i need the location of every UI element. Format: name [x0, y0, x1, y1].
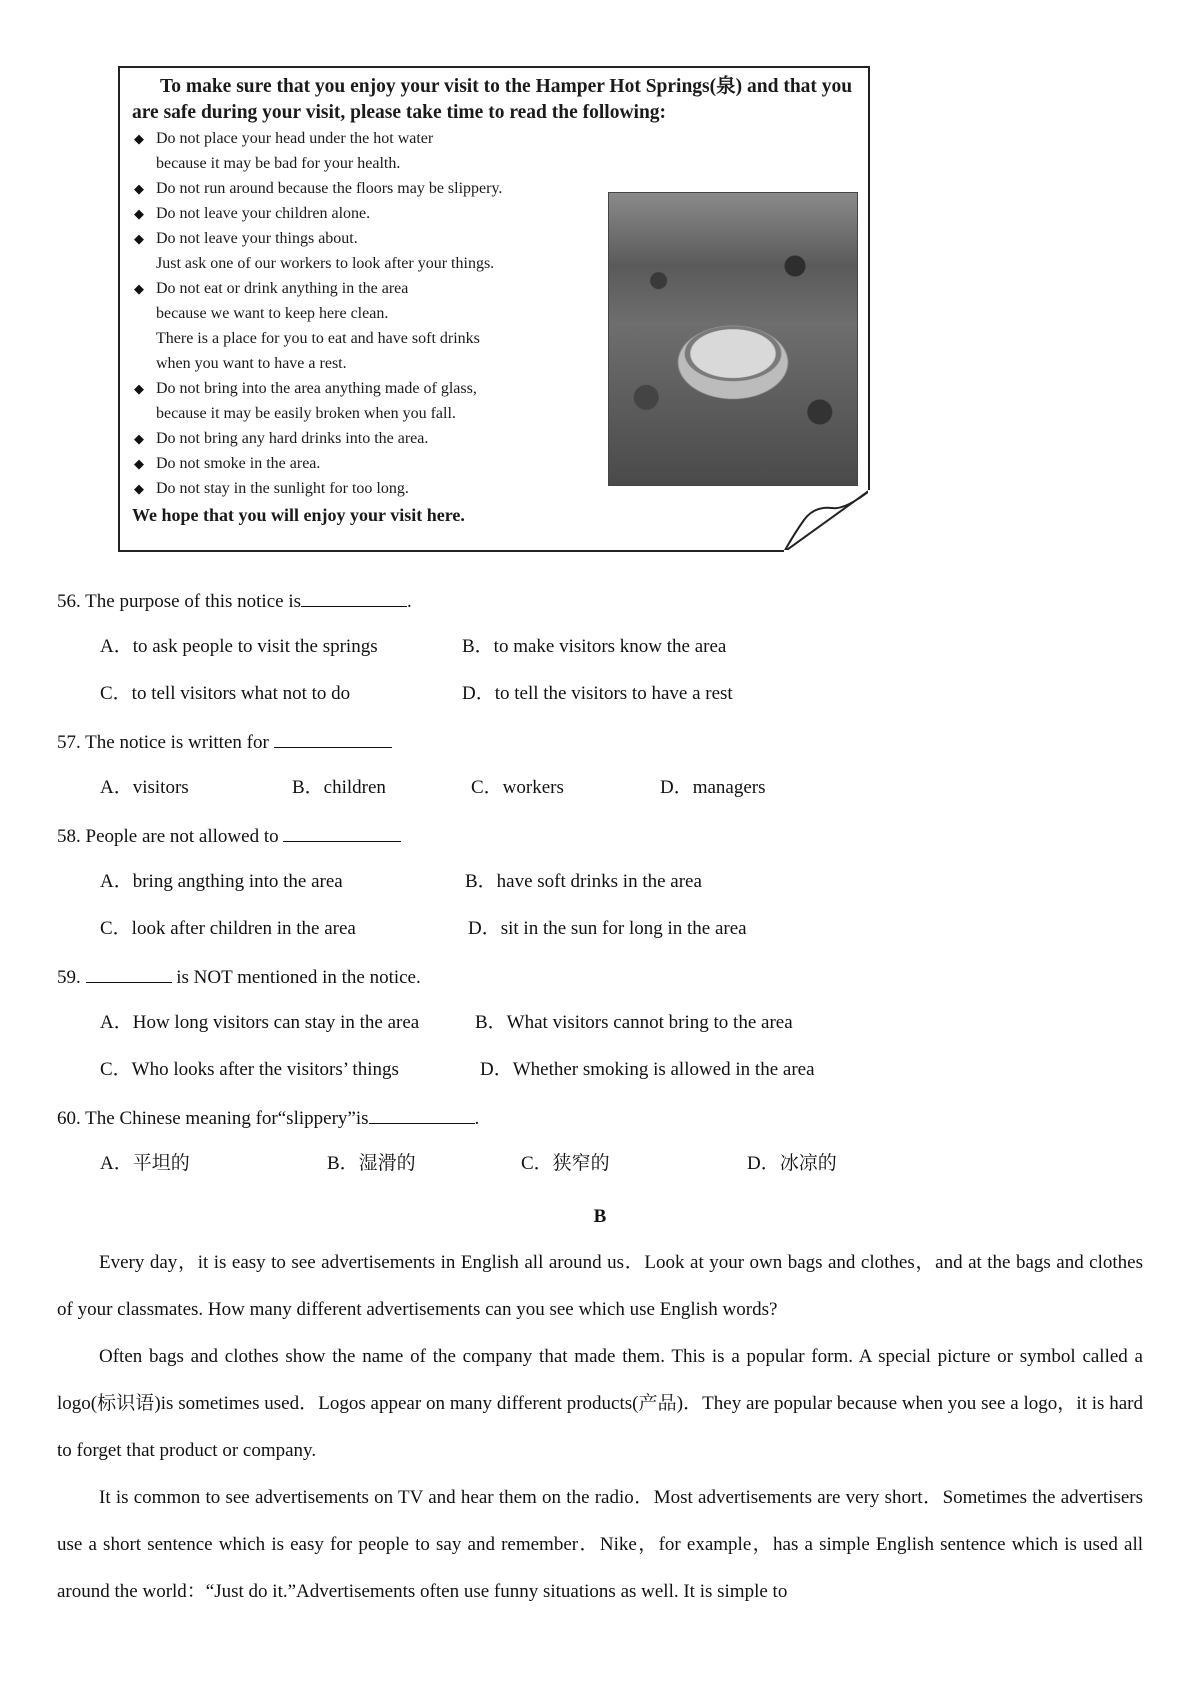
option-57b: B．children: [292, 777, 386, 798]
notice-rule: [132, 476, 596, 501]
notice-rule: [132, 426, 596, 451]
diamond-bullet-icon: ◆: [134, 231, 144, 246]
question-58: [57, 823, 401, 849]
notice-rule: [132, 201, 596, 226]
answer-blank: [274, 729, 392, 748]
notice-rule-text: Do not stay in the sunlight for too long.: [156, 480, 409, 497]
option-57c: C．workers: [471, 777, 564, 798]
option-60b: B．湿滑的: [327, 1153, 416, 1174]
option-56c: C．to tell visitors what not to do: [100, 683, 351, 704]
answer-blank: [301, 588, 407, 607]
diamond-bullet-icon: ◆: [134, 206, 144, 221]
answer-blank: [369, 1105, 475, 1124]
option-60a: A．平坦的: [100, 1153, 190, 1174]
option-57a: A．visitors: [100, 777, 189, 798]
paragraph-1: Every day，it is easy to see advertisements in English all around us．Look at your own bags and clothes，and at the bags and clothes of your classmates. How many different advertisements can you see which use English words?: [57, 1252, 1143, 1320]
option-56d: D．to tell the visitors to have a rest: [462, 683, 733, 704]
question-stem: The Chinese meaning for“slippery”is: [85, 1108, 369, 1129]
answer-blank: [86, 964, 172, 983]
notice-rule: [132, 376, 596, 426]
notice-box: [118, 66, 870, 552]
question-56: 56. The purpose of this notice is .: [57, 588, 412, 614]
answer-blank: [283, 823, 401, 842]
diamond-bullet-icon: ◆: [134, 281, 144, 296]
question-60: 60. The Chinese meaning for“slippery”is .: [57, 1105, 479, 1131]
option-59c: C．Who looks after the visitors’ things: [100, 1059, 399, 1080]
notice-rule-text: Do not run around because the floors may be slippery.: [156, 180, 503, 197]
question-57: [57, 729, 392, 755]
diamond-bullet-icon: ◆: [134, 481, 144, 496]
option-59a: A．How long visitors can stay in the area: [100, 1012, 420, 1033]
notice-rule-text: Do not place your head under the hot water: [156, 130, 434, 147]
question-number: 58.: [57, 826, 81, 847]
diamond-bullet-icon: ◆: [134, 131, 144, 146]
paragraph-2: Often bags and clothes show the name of the company that made them. This is a popular form. A special picture or symbol called a logo(标识语)is sometimes used．Logos appear on many different products(产品)．They are popular because when you see a logo，it is hard to forget that product or company.: [57, 1346, 1143, 1461]
hot-springs-photo: [608, 192, 858, 486]
question-number: 56.: [57, 591, 81, 612]
notice-rule-text: Do not bring any hard drinks into the area.: [156, 430, 429, 447]
notice-rule-continuation: because it may be easily broken when you fall.: [156, 405, 456, 422]
notice-rule: [132, 451, 596, 476]
section-heading: B: [593, 1206, 607, 1227]
option-58c: C．look after children in the area: [100, 918, 356, 939]
notice-rule: [132, 176, 596, 201]
diamond-bullet-icon: ◆: [134, 456, 144, 471]
notice-rule-continuation: There is a place for you to eat and have soft drinks: [156, 330, 480, 347]
option-60c: C．狭窄的: [521, 1153, 610, 1174]
question-number: 57.: [57, 732, 81, 753]
option-56b: B．to make visitors know the area: [462, 636, 727, 657]
question-stem: The purpose of this notice is: [85, 591, 301, 612]
notice-rule-continuation: Just ask one of our workers to look after your things.: [156, 255, 495, 272]
question-stem: People are not allowed to: [85, 826, 279, 847]
diamond-bullet-icon: ◆: [134, 381, 144, 396]
question-59: [57, 964, 421, 990]
notice-rule-continuation: because it may be bad for your health.: [156, 155, 401, 172]
notice-rule: [132, 276, 596, 376]
paragraph-3: It is common to see advertisements on TV and hear them on the radio．Most advertisements are very short．Sometimes the advertisers use a short sentence which is easy for people to say and remember．Nike，for example，has a simple English sentence which is used all around the world：“Just do it.”Advertisements often use funny situations as well. It is simple to: [57, 1487, 1143, 1602]
notice-rule-continuation: when you want to have a rest.: [156, 355, 347, 372]
notice-rule-text: Do not bring into the area anything made of glass,: [156, 380, 477, 397]
notice-outro: We hope that you will enjoy your visit here.: [132, 505, 465, 525]
page-curl-decoration: [784, 490, 870, 552]
notice-rule-text: Do not smoke in the area.: [156, 455, 321, 472]
question-number: 59.: [57, 967, 81, 988]
option-56a: A．to ask people to visit the springs: [100, 636, 378, 657]
notice-rule: [132, 226, 596, 276]
option-57d: D．managers: [660, 777, 766, 798]
diamond-bullet-icon: ◆: [134, 181, 144, 196]
diamond-bullet-icon: ◆: [134, 431, 144, 446]
option-59b: B．What visitors cannot bring to the area: [475, 1012, 793, 1033]
question-stem: is NOT mentioned in the notice.: [176, 967, 421, 988]
option-58a: A．bring angthing into the area: [100, 871, 343, 892]
notice-rule-continuation: because we want to keep here clean.: [156, 305, 389, 322]
notice-rule-text: Do not eat or drink anything in the area: [156, 280, 409, 297]
notice-intro: To make sure that you enjoy your visit to the Hamper Hot Springs(泉) and that you are safe during your visit, please take time to read the following:: [132, 76, 853, 123]
notice-rule: [132, 126, 596, 176]
question-stem: The notice is written for: [85, 732, 269, 753]
notice-rule-text: Do not leave your children alone.: [156, 205, 371, 222]
option-59d: D．Whether smoking is allowed in the area: [480, 1059, 815, 1080]
question-number: 60.: [57, 1108, 81, 1129]
option-60d: D．冰凉的: [747, 1153, 837, 1174]
option-58d: D．sit in the sun for long in the area: [468, 918, 747, 939]
notice-rule-text: Do not leave your things about.: [156, 230, 358, 247]
option-58b: B．have soft drinks in the area: [465, 871, 702, 892]
